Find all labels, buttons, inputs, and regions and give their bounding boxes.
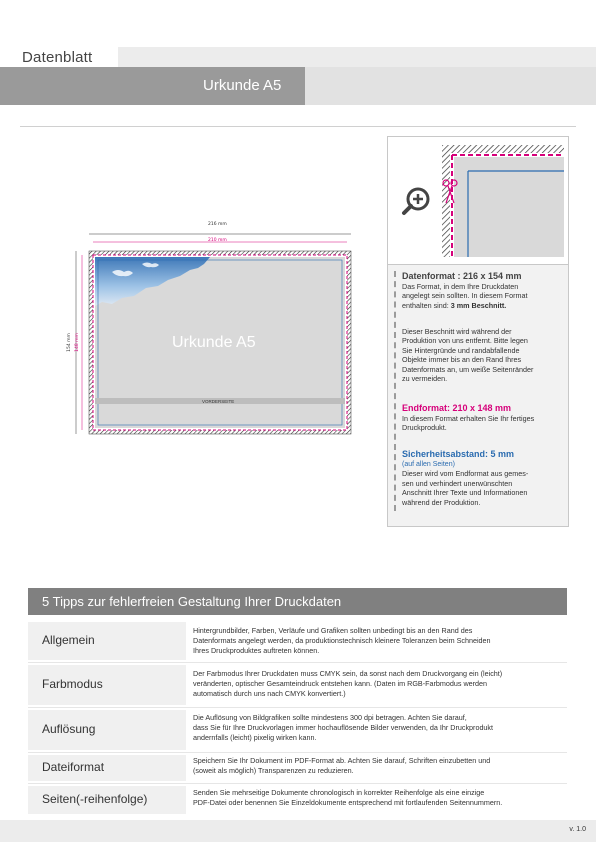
sicherheit-line: während der Produktion. xyxy=(402,497,481,507)
version-label: v. 1.0 xyxy=(569,826,586,833)
datasheet-label: Datenblatt xyxy=(22,49,93,66)
beschnitt-line: Dieser Beschnitt wird während der xyxy=(402,327,512,336)
tip-description xyxy=(193,788,563,808)
header-band xyxy=(0,47,596,105)
tip-row xyxy=(28,755,567,781)
tip-line: veränderten, optischer Gesamteindruck entstehen kann. (Daten im RGB-Farbmodus werden xyxy=(193,679,488,688)
footer xyxy=(0,820,596,842)
sicherheit-line: Anschnitt Ihrer Texte und Informationen xyxy=(402,488,528,498)
datenformat-title: Datenformat : 216 x 154 mm xyxy=(402,271,522,281)
tip-description xyxy=(193,626,563,656)
sicherheit-section xyxy=(402,449,562,507)
height-outer-label: 154 mm xyxy=(66,333,72,352)
beschnitt-line: zu vermeiden. xyxy=(402,374,448,384)
info-dashed-bar xyxy=(394,271,397,511)
tip-line: Speichern Sie Ihr Dokument im PDF-Format ab. Achten Sie darauf, Schriften einzubetten und xyxy=(193,756,491,765)
tip-description xyxy=(193,713,563,743)
info-body xyxy=(388,265,568,526)
beschnitt-line: Produktion von uns entfernt. Bitte legen xyxy=(402,336,528,346)
tip-line: Hintergrundbilder, Farben, Verläufe und Grafiken sollten unbedingt bis an den Rand des xyxy=(193,626,473,635)
tip-label: Dateiformat xyxy=(42,760,105,774)
tip-line: dass Sie für Ihre Druckvorlagen immer hochauflösende Bilder verwenden, da Ihr Druckprodukt xyxy=(193,723,494,732)
tip-row xyxy=(28,622,567,660)
corner-detail-svg xyxy=(388,137,568,265)
tip-line: automatisch durch uns nach CMYK konvertiert.) xyxy=(193,689,346,698)
datenformat-line: Das Format, in dem Ihre Druckdaten xyxy=(402,282,519,291)
tips-header xyxy=(28,588,567,615)
beschnitt-line: Datenformats an, um weiße Seitenränder xyxy=(402,364,534,374)
corner-content xyxy=(454,157,564,257)
endformat-line: Druckprodukt. xyxy=(402,423,447,433)
tip-label-box xyxy=(28,622,186,660)
tip-label-box xyxy=(28,755,186,781)
sicherheit-line: sen und verhindert unerwünschten xyxy=(402,478,513,488)
endformat-title: Endformat: 210 x 148 mm xyxy=(402,403,512,413)
drawing-side-label: VORDERSEITE xyxy=(202,399,235,404)
tip-line: (soweit als möglich) Transparenzen zu reduzieren. xyxy=(193,766,354,775)
endformat-section xyxy=(402,403,562,433)
tip-line: Senden Sie mehrseitige Dokumente chronologisch in korrekter Reihenfolge als eine einzige xyxy=(193,788,485,797)
header-top-strip xyxy=(118,47,596,67)
width-outer-label: 216 mm xyxy=(208,222,227,227)
tip-line: andernfalls (leicht) pixelig wirken kann. xyxy=(193,733,317,742)
info-corner-detail xyxy=(388,137,568,265)
datenformat-line: angelegt sein sollten. In diesem Format xyxy=(402,291,528,301)
tip-separator xyxy=(28,707,567,708)
divider xyxy=(20,126,576,127)
width-inner-label: 210 mm xyxy=(208,238,227,243)
endformat-line: In diesem Format erhalten Sie Ihr fertiges xyxy=(402,414,535,423)
tip-description xyxy=(193,669,563,699)
tip-label-box xyxy=(28,710,186,750)
tip-line: Die Auflösung von Bildgrafiken sollte mindestens 300 dpi betragen. Achten Sie darauf, xyxy=(193,713,467,722)
sicherheit-line: Dieser wird vom Endformat aus gemes- xyxy=(402,469,529,479)
tip-line: Der Farbmodus Ihrer Druckdaten muss CMYK sein, da sonst nach dem Druckvorgang ein (leicht) xyxy=(193,669,503,678)
header-right-strip xyxy=(305,67,596,105)
tip-label: Farbmodus xyxy=(42,677,103,691)
tip-line: PDF-Datei oder benennen Sie Einzeldokumente entsprechend mit fortlaufenden Seitennummern. xyxy=(193,798,503,807)
zoom-icon xyxy=(404,189,428,213)
tip-label-box xyxy=(28,665,186,705)
tip-line: Ihres Druckproduktes auftreten können. xyxy=(193,646,320,655)
tip-label-box xyxy=(28,786,186,814)
tip-description xyxy=(193,756,563,776)
height-inner-label: 148 mm xyxy=(74,333,80,352)
info-box xyxy=(387,136,569,527)
beschnitt-section xyxy=(402,327,562,383)
drawing-center-label: Urkunde A5 xyxy=(172,334,256,351)
beschnitt-line: Objekte immer bis an den Rand Ihres xyxy=(402,355,522,365)
sicherheit-sub: (auf allen Seiten) xyxy=(402,461,455,468)
tips-title: 5 Tipps zur fehlerfreien Gestaltung Ihrer Druckdaten xyxy=(42,594,342,609)
sicherheit-title: Sicherheitsabstand: 5 mm xyxy=(402,449,515,459)
tip-row xyxy=(28,786,567,814)
tip-row xyxy=(28,710,567,750)
tip-separator xyxy=(28,752,567,753)
datenformat-line-text: enthalten sind: xyxy=(402,300,451,310)
tip-label: Allgemein xyxy=(42,633,95,647)
tip-label: Seiten(-reihenfolge) xyxy=(42,792,148,806)
tip-separator xyxy=(28,662,567,663)
datenformat-section xyxy=(402,271,562,310)
tip-row xyxy=(28,665,567,705)
datenformat-bold: 3 mm Beschnitt. xyxy=(450,300,507,310)
beschnitt-line: Sie Hintergründe und randabfallende xyxy=(402,345,520,355)
tip-separator xyxy=(28,783,567,784)
product-title: Urkunde A5 xyxy=(203,77,282,94)
tip-label: Auflösung xyxy=(42,722,96,736)
datenformat-line xyxy=(402,301,562,310)
tip-line: Datenformats angelegt werden, da produktionstechnisch kleinere Toleranzen beim Schneiden xyxy=(193,636,491,645)
format-drawing xyxy=(66,222,362,440)
format-diagram xyxy=(72,224,362,440)
